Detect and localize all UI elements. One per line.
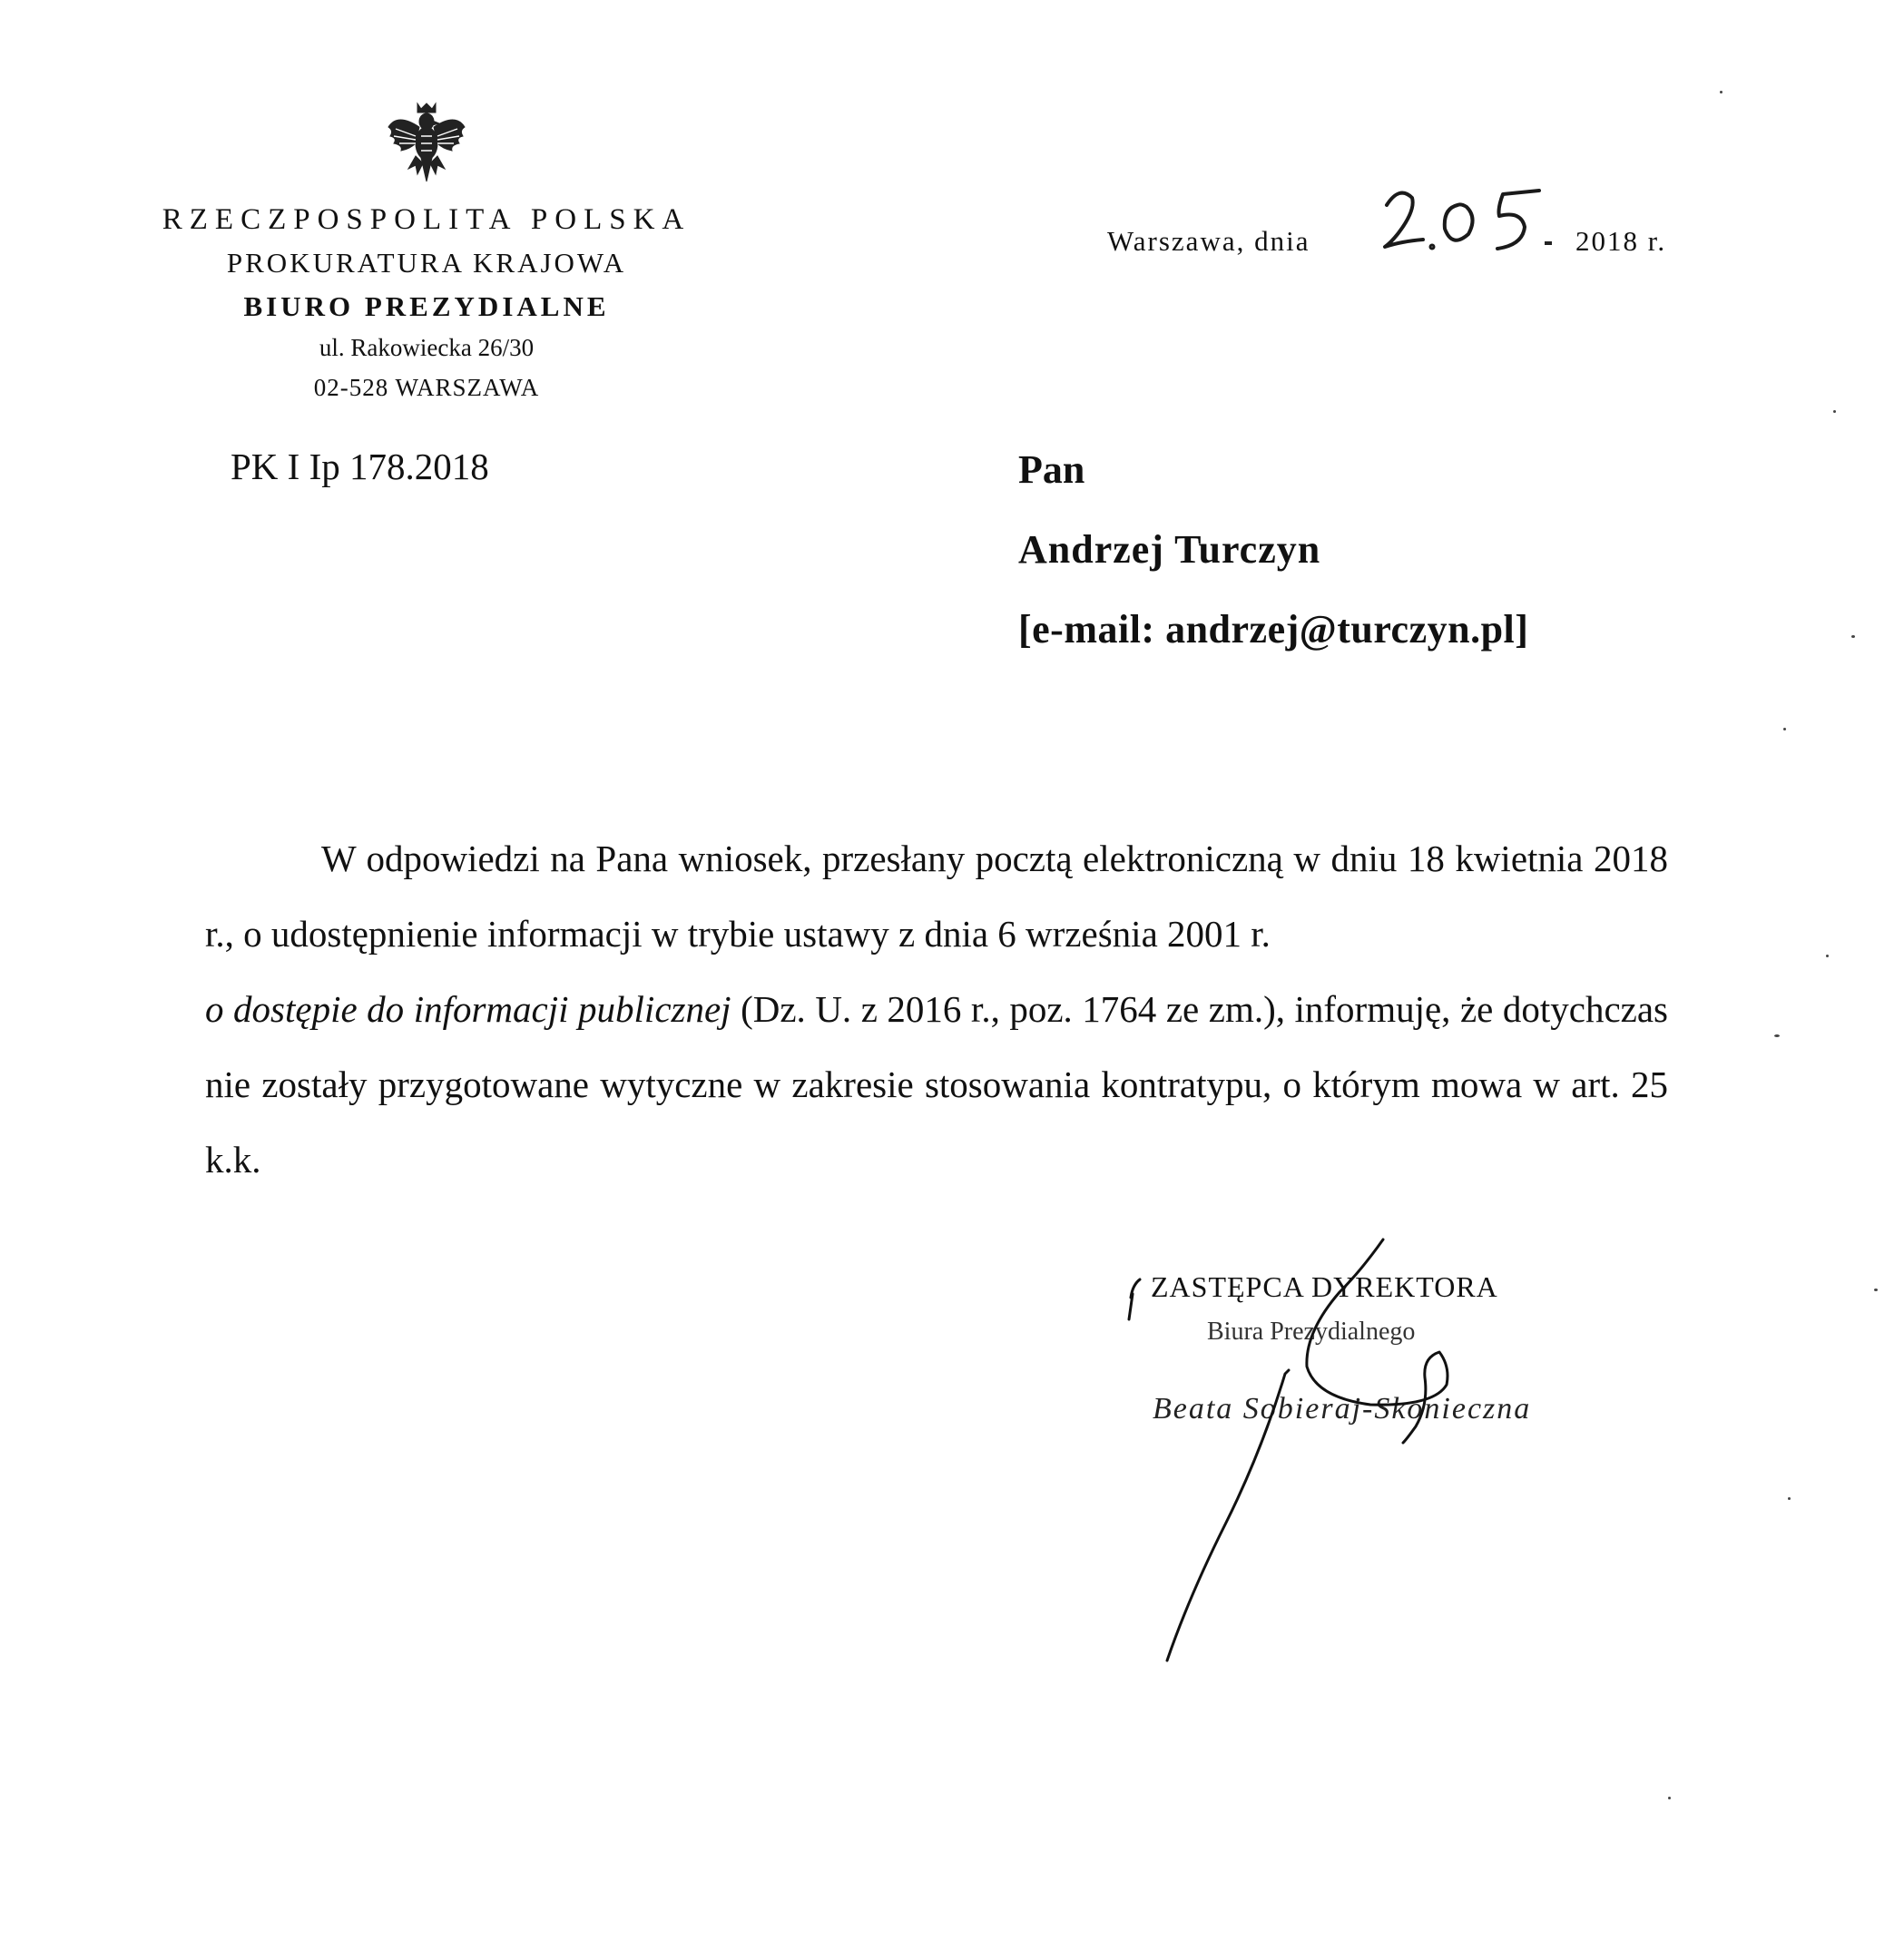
scan-speck [1783, 728, 1786, 730]
scan-speck [1833, 410, 1836, 413]
polish-eagle-emblem-icon [385, 100, 468, 183]
date-separator [1545, 241, 1552, 245]
date-year: 2018 r. [1575, 225, 1667, 257]
handwritten-signature [1044, 1225, 1552, 1679]
letterhead-department: BIURO PREZYDIALNE [243, 290, 610, 322]
stamp-office: Biura Prezydialnego [1207, 1318, 1416, 1346]
scan-speck [1720, 91, 1722, 93]
letterhead-city: 02-528 WARSZAWA [313, 374, 540, 401]
letterhead-country: RZECZPOSPOLITA POLSKA [162, 203, 692, 236]
scan-speck [1788, 1497, 1791, 1500]
stamp-name: Beata Sobieraj-Skonieczna [1153, 1392, 1532, 1426]
scan-speck [1826, 955, 1829, 957]
body-paragraph-end: (Dz. U. z 2016 r., poz. 1764 ze zm.), informuję, że dotychczas nie zostały przygotowane wytyczne w zakresie stosowania kontratypu, o którym mowa w art. 25 k.k. [205, 988, 1669, 1181]
scan-speck [1774, 1034, 1780, 1037]
body-act-title: o dostępie do informacji publicznej [205, 988, 731, 1030]
date-prefix: Warszawa, dnia [1107, 225, 1310, 257]
letterhead-office: PROKURATURA KRAJOWA [226, 247, 627, 279]
scan-speck [1874, 1289, 1878, 1291]
scan-speck [1851, 635, 1855, 638]
case-reference: PK I Ip 178.2018 [231, 446, 489, 487]
body-paragraph-start: W odpowiedzi na Pana wniosek, przesłany pocztą elektroniczną w dniu 18 kwietnia 2018 r., o udostępnienie informacji w trybie ustawy z dnia 6 września 2001 r. [205, 838, 1668, 955]
addressee-email: [e-mail: andrzej@turczyn.pl] [1018, 607, 1529, 652]
scan-speck [1668, 1797, 1671, 1799]
letterhead-street: ul. Rakowiecka 26/30 [319, 334, 535, 361]
stamp-title: ZASTĘPCA DYREKTORA [1151, 1270, 1498, 1303]
handwritten-date [1379, 178, 1552, 260]
addressee-title: Pan [1018, 447, 1085, 492]
letter-body [205, 821, 1668, 1198]
addressee-name: Andrzej Turczyn [1018, 527, 1321, 572]
